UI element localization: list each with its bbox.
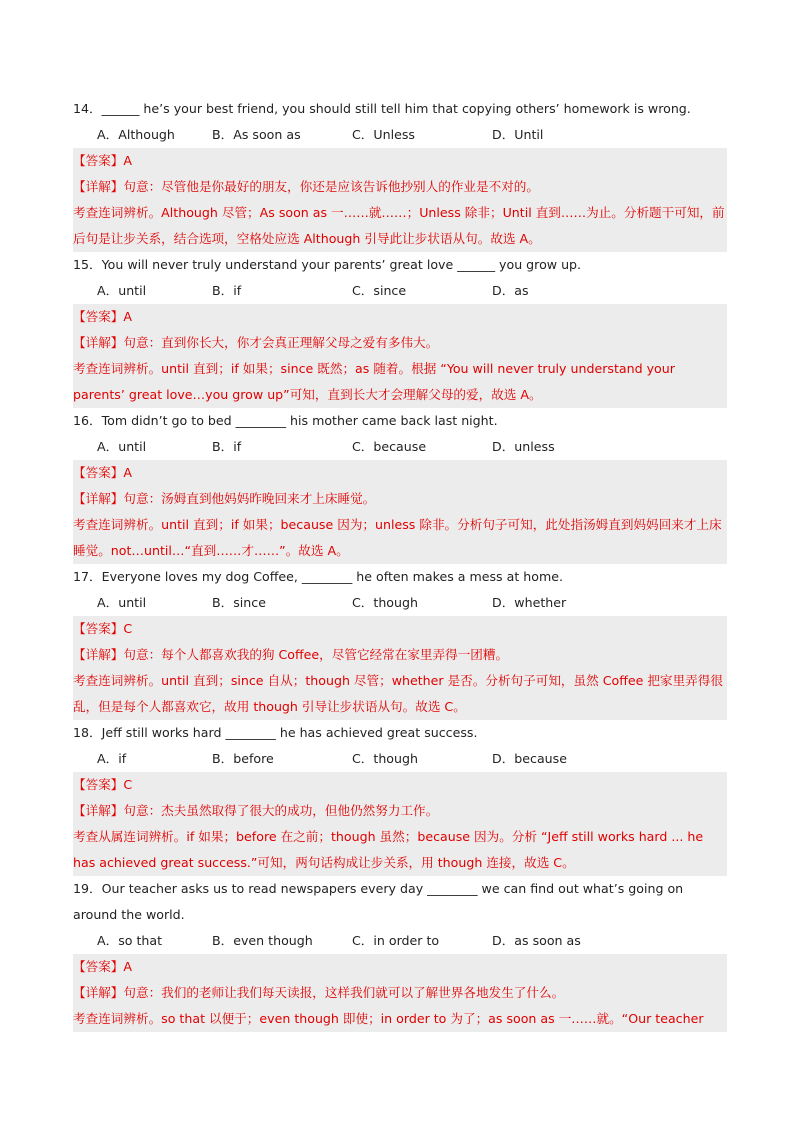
analysis-text: 考查连词辨析。Although 尽管；As soon as 一……就……；Unless 除非；Until 直到……为止。分析题干可知，前后句是让步关系，结合选项，空格处应选 Although 引导此让步状语从句。故选 A。	[73, 205, 725, 246]
detail-translation: 【详解】句意：每个人都喜欢我的狗 Coffee，尽管它经常在家里弄得一团糟。	[73, 647, 509, 662]
answer-option: C．though	[352, 595, 418, 610]
answer-option: C．since	[352, 283, 407, 298]
answer-option: D．because	[492, 751, 567, 766]
question-block	[73, 564, 727, 720]
answer-option: B．since	[212, 595, 266, 610]
question-stem: 15．You will never truly understand your parents’ great love ______ you grow up.	[73, 257, 582, 272]
answer-option: B．before	[212, 751, 274, 766]
detail-translation: 【详解】句意：汤姆直到他妈妈昨晚回来才上床睡觉。	[73, 491, 376, 506]
answer-explanation	[73, 772, 727, 876]
answer-option: A．so that	[97, 933, 163, 948]
document-page	[73, 96, 727, 1032]
detail-translation: 【详解】句意：直到你长大，你才会真正理解父母之爱有多伟大。	[73, 335, 439, 350]
answer-option: A．until	[97, 595, 147, 610]
answer-key: 【答案】A	[73, 153, 132, 168]
detail-translation: 【详解】句意：我们的老师让我们每天读报，这样我们就可以了解世界各地发生了什么。	[73, 985, 565, 1000]
answer-key: 【答案】A	[73, 959, 132, 974]
answer-options	[73, 746, 727, 772]
answer-option: A．until	[97, 439, 147, 454]
analysis-text: 考查从属连词辨析。if 如果；before 在之前；though 虽然；because 因为。分析 “Jeff still works hard ... he has achieved great success.”可知，两句话构成让步关系，用 though 连接，故选 C。	[73, 829, 704, 870]
answer-option: C．in order to	[352, 933, 440, 948]
detail-translation: 【详解】句意：尽管他是你最好的朋友，你还是应该告诉他抄别人的作业是不对的。	[73, 179, 539, 194]
question-block	[73, 720, 727, 876]
question-block	[73, 408, 727, 564]
detail-translation: 【详解】句意：杰夫虽然取得了很大的成功，但他仍然努力工作。	[73, 803, 439, 818]
analysis-text: 考查连词辨析。until 直到；if 如果；since 既然；as 随着。根据 “You will never truly understand your parents’ great love…you grow up”可知，直到长大才会理解父母的爱，故选 A。	[73, 361, 675, 402]
answer-explanation	[73, 304, 727, 408]
answer-option: D．as soon as	[492, 933, 581, 948]
answer-option: B．even though	[212, 933, 313, 948]
answer-explanation	[73, 954, 727, 1032]
question-block	[73, 252, 727, 408]
answer-options	[73, 122, 727, 148]
answer-option: D．Until	[492, 127, 544, 142]
question-stem: 19．Our teacher asks us to read newspapers every day ________ we can find out what’s going on around the world.	[73, 881, 684, 922]
answer-option: A．Although	[97, 127, 175, 142]
analysis-text: 考查连词辨析。until 直到；since 自从；though 尽管；whether 是否。分析句子可知，虽然 Coffee 把家里弄得很乱，但是每个人都喜欢它，故用 though 引导让步状语从句。故选 C。	[73, 673, 723, 714]
answer-option: C．because	[352, 439, 427, 454]
answer-option: A．if	[97, 751, 127, 766]
question-block	[73, 96, 727, 252]
answer-option: D．whether	[492, 595, 567, 610]
answer-key: 【答案】A	[73, 309, 132, 324]
answer-options	[73, 590, 727, 616]
question-stem: 16．Tom didn’t go to bed ________ his mother came back last night.	[73, 413, 498, 428]
analysis-text: 考查连词辨析。so that 以便于；even though 即使；in order to 为了；as soon as 一……就。“Our teacher	[73, 1011, 704, 1026]
answer-option: C．though	[352, 751, 418, 766]
answer-option: A．until	[97, 283, 147, 298]
answer-option: B．if	[212, 283, 242, 298]
answer-option: D．unless	[492, 439, 555, 454]
answer-explanation	[73, 148, 727, 252]
answer-option: B．As soon as	[212, 127, 301, 142]
answer-key: 【答案】C	[73, 621, 133, 636]
analysis-text: 考查连词辨析。until 直到；if 如果；because 因为；unless 除非。分析句子可知，此处指汤姆直到妈妈回来才上床睡觉。not…until…“直到……才……”。故选 A。	[73, 517, 722, 558]
answer-option: B．if	[212, 439, 242, 454]
answer-key: 【答案】A	[73, 465, 132, 480]
answer-options	[73, 928, 727, 954]
answer-options	[73, 278, 727, 304]
answer-key: 【答案】C	[73, 777, 133, 792]
answer-explanation	[73, 460, 727, 564]
answer-option: C．Unless	[352, 127, 415, 142]
question-stem: 14．______ he’s your best friend, you should still tell him that copying others’ homework is wrong.	[73, 101, 691, 116]
answer-option: D．as	[492, 283, 529, 298]
question-block	[73, 876, 727, 1032]
question-stem: 17．Everyone loves my dog Coffee, ________ he often makes a mess at home.	[73, 569, 563, 584]
question-stem: 18．Jeff still works hard ________ he has achieved great success.	[73, 725, 478, 740]
answer-explanation	[73, 616, 727, 720]
answer-options	[73, 434, 727, 460]
